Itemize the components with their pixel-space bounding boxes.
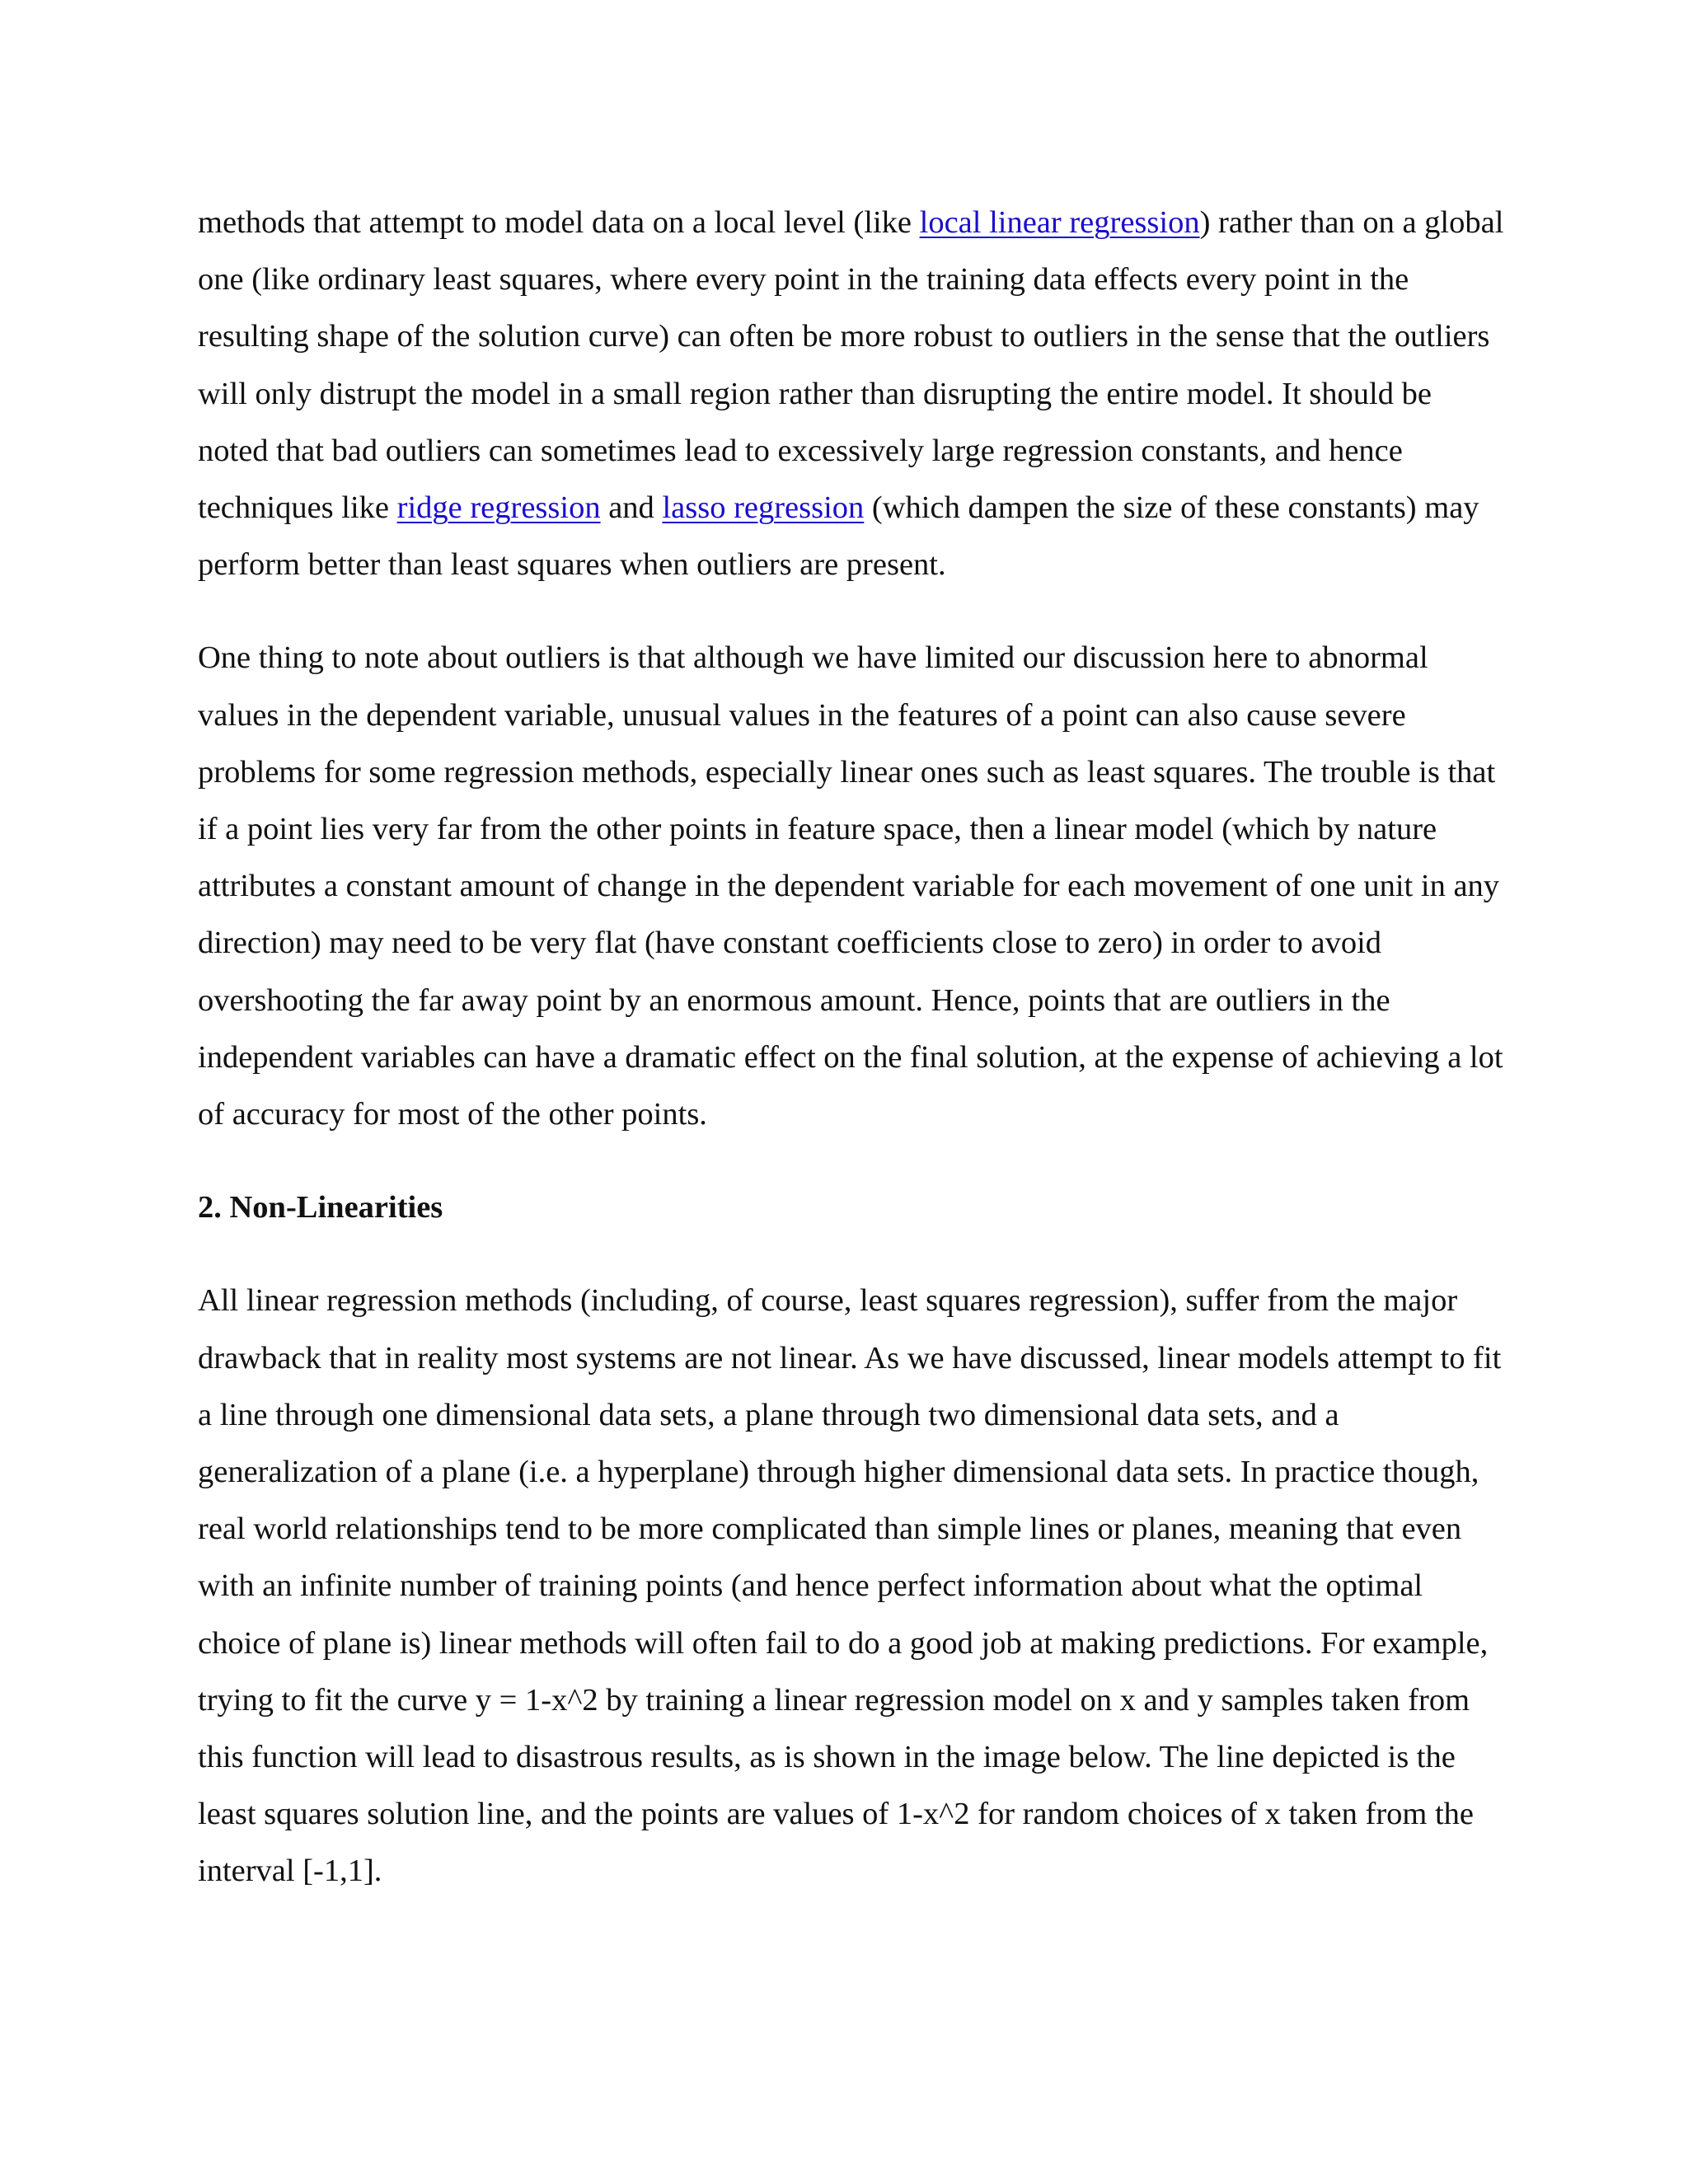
paragraph-non-linearities: All linear regression methods (including, of course, least squares regression), suffer from the major drawback that in reality most systems are not linear. As we have discussed, linear models attempt to fit a line through one dimensional data sets, a plane through two dimensional data sets, and a generalization of a plane (i.e. a hyperplane) through higher dimensional data sets. In practice though, real world relationships tend to be more complicated than simple lines or planes, meaning that even with an infinite number of training points (and hence perfect information about what the optimal choice of plane is) linear methods will often fail to do a good job at making predictions. For example, trying to fit the curve y = 1-x^2 by training a linear regression model on x and y samples taken from this function will lead to disastrous results, as is shown in the image below. The line depicted is the least squares solution line, and the points are values of 1-x^2 for random choices of x taken from the interval [-1,1]. — [198, 1283, 1502, 1889]
paragraph-text: (which dampen the size of these constants) may perform better than least squares when outliers are present. — [198, 490, 1479, 583]
paragraph-text: methods that attempt to model data on a local level (like — [198, 205, 920, 240]
paragraph-text: and — [600, 490, 663, 526]
paragraph-feature-outliers: One thing to note about outliers is that although we have limited our discussion here to abnormal values in the dependent variable, unusual values in the features of a point can also cause severe problems for some regression methods, especially linear ones such as least squares. The trouble is that if a point lies very far from the other points in feature space, then a linear model (which by nature attributes a constant amount of change in the dependent variable for each movement of one unit in any direction) may need to be very flat (have constant coefficients close to zero) in order to avoid overshooting the far away point by an enormous amount. Hence, points that are outliers in the independent variables can have a dramatic effect on the final solution, at the expense of achieving a lot of accuracy for most of the other points. — [198, 640, 1503, 1132]
link-local-linear-regression[interactable]: local linear regression — [919, 205, 1200, 240]
paragraph-local-methods — [198, 194, 1505, 593]
link-lasso-regression[interactable]: lasso regression — [662, 490, 865, 526]
link-ridge-regression[interactable]: ridge regression — [396, 490, 601, 526]
section-heading-non-linearities: 2. Non-Linearities — [198, 1190, 443, 1226]
paragraph-text: ) rather than on a global one (like ordinary least squares, where every point in the training data effects every point in the resulting shape of the solution curve) can often be more robust to outliers in the sense that the outliers will only distrupt the model in a small region rather than disrupting the entire model. It should be noted that bad outliers can sometimes lead to excessively large regression constants, and hence techniques like — [198, 205, 1504, 526]
document-page — [198, 194, 1505, 1900]
